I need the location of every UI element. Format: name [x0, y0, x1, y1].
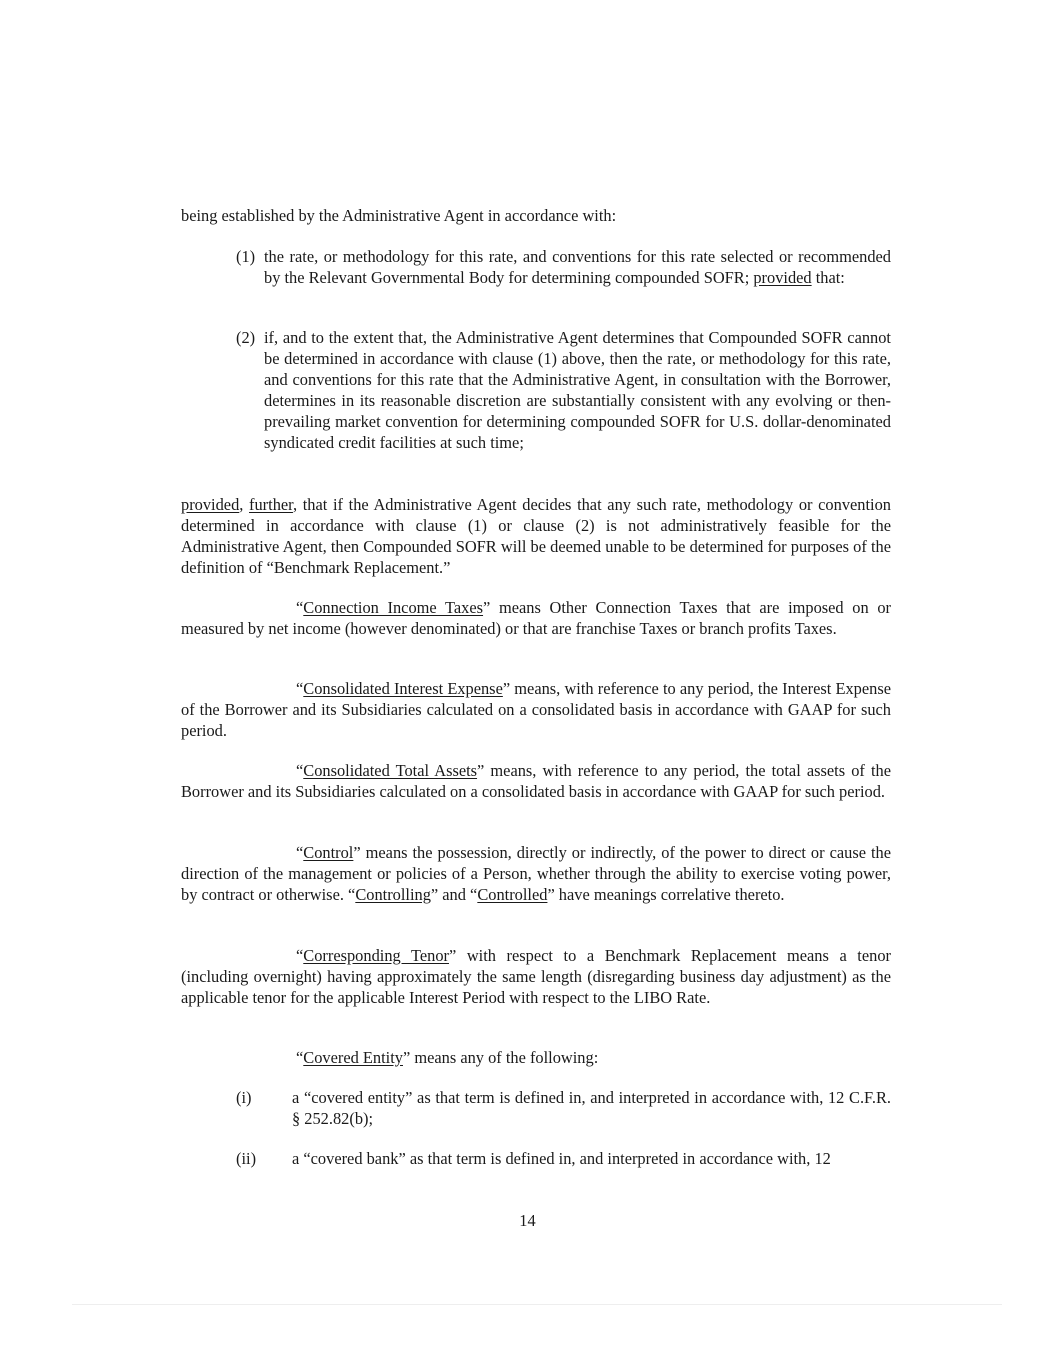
definition-control: “Control” means the possession, directly or indirectly, of the power to direct or cause the direction of the management or policies of a Person, whether through the ability to exercise voting power, by contract or otherwise. “Controlling” and “Controlled” have meanings correlative thereto.	[181, 843, 891, 904]
item-number: (i)	[236, 1088, 252, 1107]
clause-number: (2)	[236, 328, 256, 347]
defined-term: Controlling	[355, 885, 431, 904]
clause-text: the rate, or methodology for this rate, and conventions for this rate selected or recommended by the Relevant Governmental Body for determining compounded SOFR; provided that:	[264, 247, 891, 287]
clause-2	[236, 327, 891, 453]
clause-text: if, and to the extent that, the Administrative Agent determines that Compounded SOFR cannot be determined in accordance with clause (1) above, then the rate, or methodology for this rate, and conventions for this rate that the Administrative Agent, in consultation with the Borrower, determines in its reasonable discretion are substantially consistent with any evolving or then-prevailing market convention for determining compounded SOFR for U.S. dollar-denominated syndicated credit facilities at such time;	[264, 328, 891, 452]
provided-term: provided	[181, 495, 240, 514]
proviso-paragraph: provided, further, that if the Administrative Agent decides that any such rate, methodology or convention determined in accordance with clause (1) or clause (2) is not administratively feasible for the Administrative Agent, then Compounded SOFR will be deemed unable to be determined for purposes of the definition of “Benchmark Replacement.”	[181, 495, 891, 577]
defined-term: Control	[303, 843, 354, 862]
item-text: a “covered bank” as that term is defined in, and interpreted in accordance with, 12	[292, 1149, 831, 1168]
definition-connection-income-taxes: “Connection Income Taxes” means Other Connection Taxes that are imposed on or measured by net income (however denominated) or that are franchise Taxes or branch profits Taxes.	[181, 598, 892, 638]
page-bottom-divider	[72, 1304, 1002, 1305]
defined-term: Controlled	[477, 885, 548, 904]
definition-corresponding-tenor: “Corresponding Tenor” with respect to a Benchmark Replacement means a tenor (including overnight) having approximately the same length (disregarding business day adjustment) as the applicable tenor for the applicable Interest Period with respect to the LIBO Rate.	[181, 946, 891, 1007]
intro-paragraph: being established by the Administrative Agent in accordance with:	[181, 206, 617, 225]
clause-1	[236, 246, 891, 288]
definition-consolidated-interest-expense: “Consolidated Interest Expense” means, with reference to any period, the Interest Expense of the Borrower and its Subsidiaries calculated on a consolidated basis in accordance with GAAP for such period.	[181, 679, 891, 740]
item-number: (ii)	[236, 1149, 257, 1168]
further-term: further	[249, 495, 293, 514]
clause-number: (1)	[236, 247, 256, 266]
defined-term: Covered Entity	[303, 1048, 403, 1067]
item-text: a “covered entity” as that term is defined in, and interpreted in accordance with, 12 C.F.R. § 252.82(b);	[292, 1088, 891, 1128]
covered-entity-item-i	[236, 1087, 891, 1129]
defined-term: Consolidated Interest Expense	[303, 679, 503, 698]
definition-consolidated-total-assets: “Consolidated Total Assets” means, with reference to any period, the total assets of the Borrower and its Subsidiaries calculated on a consolidated basis in accordance with GAAP for such period.	[181, 761, 891, 801]
page-number: 14	[519, 1211, 536, 1230]
definition-covered-entity: “Covered Entity” means any of the following:	[296, 1048, 599, 1067]
defined-term: Connection Income Taxes	[303, 598, 484, 617]
defined-term: Consolidated Total Assets	[303, 761, 478, 780]
defined-term: Corresponding Tenor	[303, 946, 449, 965]
provided-term: provided	[753, 268, 812, 287]
covered-entity-item-ii	[236, 1148, 891, 1169]
